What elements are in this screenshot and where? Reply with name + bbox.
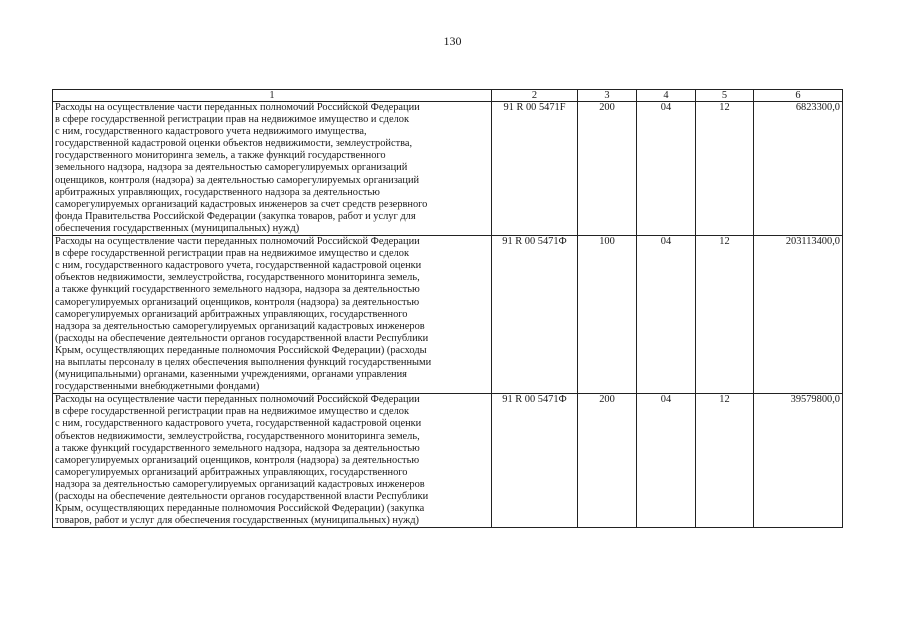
row-description-cell	[53, 102, 492, 236]
header-col-4: 4	[637, 90, 696, 102]
row-subsection: 12	[696, 394, 754, 528]
header-col-5: 5	[696, 90, 754, 102]
header-col-6: 6	[754, 90, 843, 102]
row-description: Расходы на осуществление части переданных полномочий Российской Федерации в сфере государственной регистрации прав на недвижимое имущество и сделок с ним, государственного кадастрового учета, государственной кадастровой оценки объектов недвижимости, землеустройства, государственного мониторинга земель, а также функций государственного земельного надзора, надзора за деятельностью саморегулируемых организаций оценщиков, контроля (надзора) за деятельностью саморегулируемых организаций арбитражных управляющих, государственного надзора за деятельностью саморегулируемых организаций кадастровых инженеров (расходы на обеспечение деятельности органов государственной власти Республики Крым, осуществляющих переданные полномочия Российской Федерации) (расходы на выплаты персоналу в целях обеспечения выполнения функций государственными (муниципальными) органами, казенными учреждениями, органами управления государственными внебюджетными фондами)	[55, 236, 432, 393]
row-section: 04	[637, 394, 696, 528]
row-expense-type: 200	[578, 102, 637, 236]
row-description-cell	[53, 236, 492, 394]
header-col-2: 2	[492, 90, 578, 102]
header-col-3: 3	[578, 90, 637, 102]
row-description-cell	[53, 394, 492, 528]
table-row	[53, 236, 843, 394]
row-expense-type: 100	[578, 236, 637, 394]
row-sum: 203113400,0	[754, 236, 843, 394]
table-header	[53, 90, 843, 102]
header-col-1: 1	[53, 90, 492, 102]
row-target-code: 91 R 00 5471F	[492, 102, 578, 236]
table-row	[53, 394, 843, 528]
row-sum: 39579800,0	[754, 394, 843, 528]
row-subsection: 12	[696, 236, 754, 394]
budget-table	[52, 89, 843, 528]
table-body	[53, 102, 843, 528]
row-description: Расходы на осуществление части переданных полномочий Российской Федерации в сфере государственной регистрации прав на недвижимое имущество и сделок с ним, государственного кадастрового учета, государственной кадастровой оценки объектов недвижимости, землеустройства, государственного мониторинга земель, а также функций государственного земельного надзора, надзора за деятельностью саморегулируемых организаций оценщиков, контроля (надзора) за деятельностью саморегулируемых организаций арбитражных управляющих, государственного надзора за деятельностью саморегулируемых организаций кадастровых инженеров (расходы на обеспечение деятельности органов государственной власти Республики Крым, осуществляющих переданные полномочия Российской Федерации) (закупка товаров, работ и услуг для обеспечения государственных (муниципальных) нужд)	[55, 394, 429, 527]
row-section: 04	[637, 236, 696, 394]
row-expense-type: 200	[578, 394, 637, 528]
row-section: 04	[637, 102, 696, 236]
row-target-code: 91 R 00 5471Ф	[492, 236, 578, 394]
page-number: 130	[443, 34, 462, 48]
row-target-code: 91 R 00 5471Ф	[492, 394, 578, 528]
row-subsection: 12	[696, 102, 754, 236]
header-row	[53, 90, 843, 102]
row-description: Расходы на осуществление части переданных полномочий Российской Федерации в сфере государственной регистрации прав на недвижимое имущество и сделок с ним, государственного кадастрового учета недвижимого имущества, государственной кадастровой оценки объектов недвижимости, землеустройства, государственного мониторинга земель, а также функций государственного земельного надзора, надзора за деятельностью саморегулируемых организаций оценщиков, контроля (надзора) за деятельностью саморегулируемых организаций арбитражных управляющих, государственного надзора за деятельностью саморегулируемых организаций кадастровых инженеров за счет средств резервного фонда Правительства Российской Федерации (закупка товаров, работ и услуг для обеспечения государственных (муниципальных) нужд)	[55, 102, 428, 234]
table-row	[53, 102, 843, 236]
row-sum: 6823300,0	[754, 102, 843, 236]
